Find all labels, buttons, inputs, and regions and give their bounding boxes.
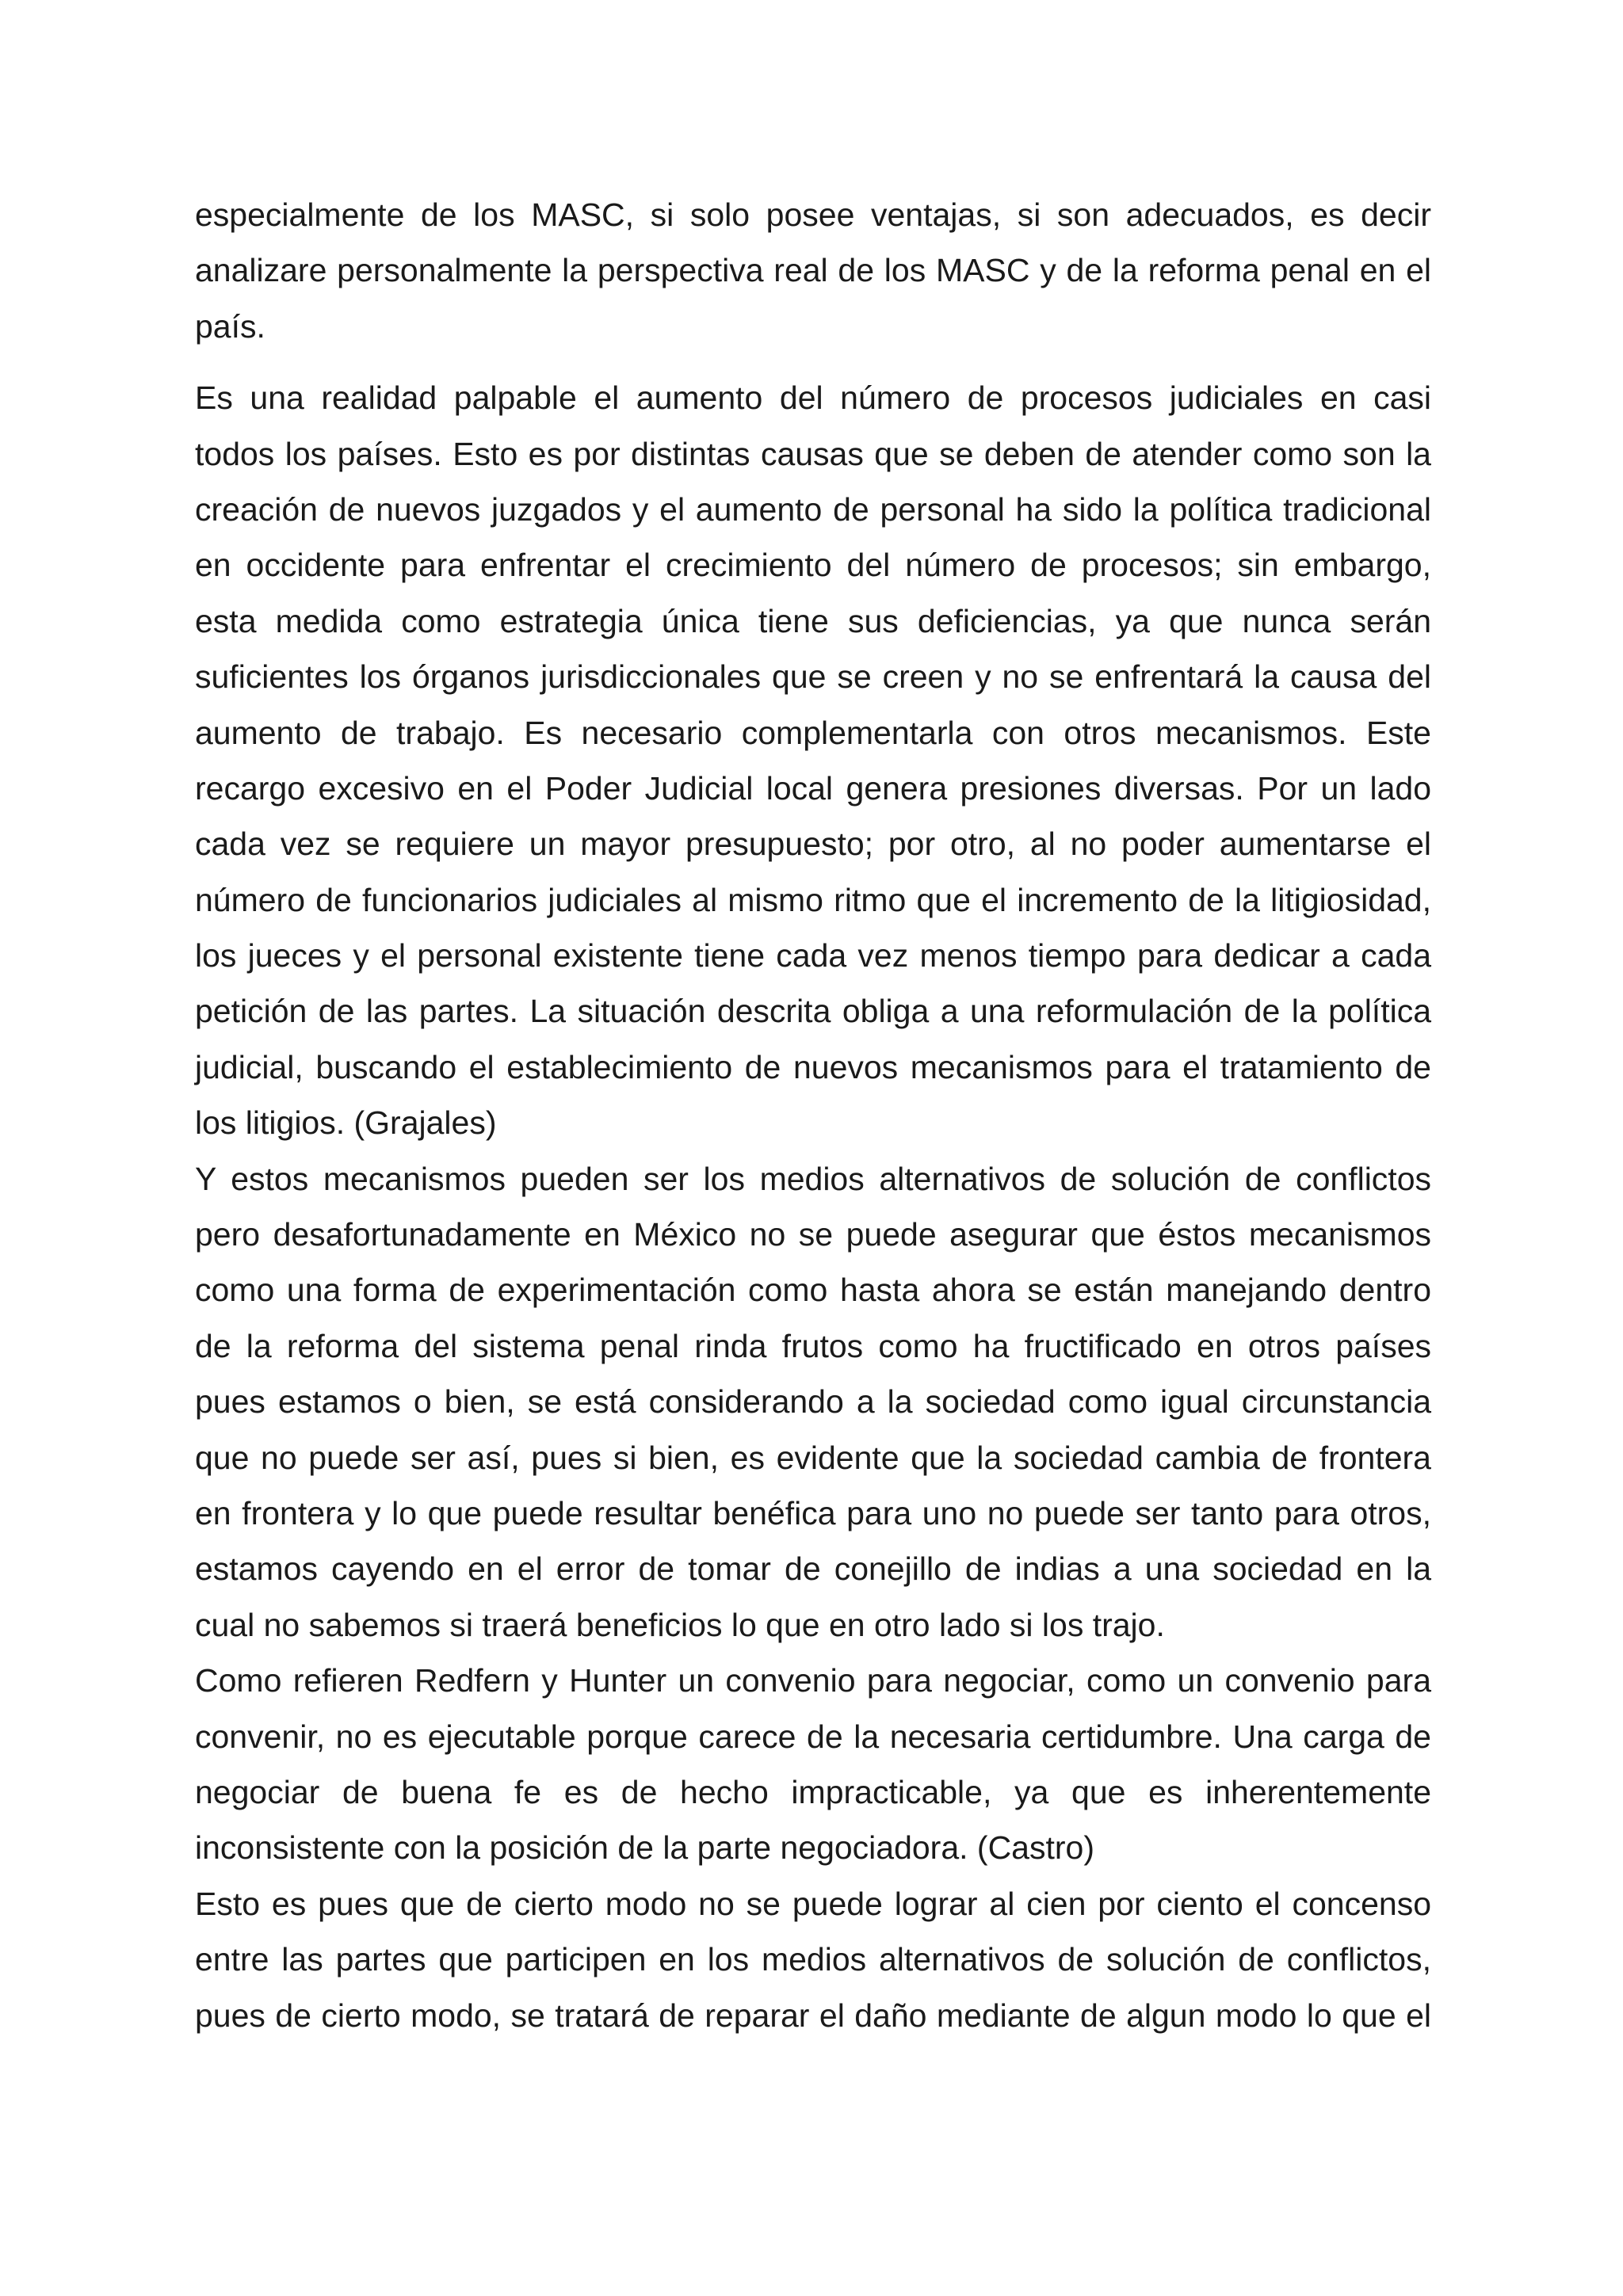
text-line: recargo excesivo en el Poder Judicial local genera presiones diversas. Por un lado <box>195 769 1431 807</box>
paragraph-3 <box>195 1151 1431 1653</box>
text-line: aumento de trabajo. Es necesario complementarla con otros mecanismos. Este <box>195 714 1431 751</box>
text-line: convenir, no es ejecutable porque carece de la necesaria certidumbre. Una carga de <box>195 1718 1431 1755</box>
text-line: pues de cierto modo, se tratará de reparar el daño mediante de algun modo lo que el <box>195 1997 1431 2034</box>
text-line: en frontera y lo que puede resultar benéfica para uno no puede ser tanto para otros, <box>195 1494 1431 1531</box>
text-line: pero desafortunadamente en México no se puede asegurar que éstos mecanismos <box>195 1216 1431 1253</box>
text-line: en occidente para enfrentar el crecimiento del número de procesos; sin embargo, <box>195 547 1431 584</box>
document-body <box>195 187 1431 2043</box>
text-line: los jueces y el personal existente tiene cada vez menos tiempo para dedicar a cada <box>195 937 1431 974</box>
text-line: judicial, buscando el establecimiento de nuevos mecanismos para el tratamiento de <box>195 1048 1431 1085</box>
text-line: entre las partes que participen en los medios alternativos de solución de conflictos, <box>195 1941 1431 1978</box>
text-line: creación de nuevos juzgados y el aumento de personal ha sido la política tradicional <box>195 490 1431 528</box>
text-line: inconsistente con la posición de la parte negociadora. (Castro) <box>195 1829 1094 1867</box>
text-line: estamos cayendo en el error de tomar de conejillo de indias a una sociedad en la <box>195 1550 1431 1588</box>
text-line: petición de las partes. La situación descrita obliga a una reformulación de la política <box>195 993 1431 1030</box>
text-line: especialmente de los MASC, si solo posee ventajas, si son adecuados, es decir <box>195 196 1431 233</box>
paragraph-5 <box>195 1876 1431 2043</box>
text-line: número de funcionarios judiciales al mismo ritmo que el incremento de la litigiosidad, <box>195 881 1431 918</box>
text-line: Como refieren Redfern y Hunter un convenio para negociar, como un convenio para <box>195 1662 1431 1699</box>
paragraph-4 <box>195 1653 1431 1876</box>
text-line: Esto es pues que de cierto modo no se puede lograr al cien por ciento el concenso <box>195 1885 1431 1922</box>
text-line: Y estos mecanismos pueden ser los medios alternativos de solución de conflictos <box>195 1160 1431 1197</box>
text-line: negociar de buena fe es de hecho impracticable, ya que es inherentemente <box>195 1773 1431 1810</box>
text-line: Es una realidad palpable el aumento del número de procesos judiciales en casi <box>195 379 1431 417</box>
text-line: como una forma de experimentación como hasta ahora se están manejando dentro <box>195 1272 1431 1309</box>
text-line: país. <box>195 307 265 345</box>
paragraph-2 <box>195 370 1431 1150</box>
text-line: analizare personalmente la perspectiva real de los MASC y de la reforma penal en el <box>195 252 1431 289</box>
paragraph-spacing <box>195 354 1431 370</box>
text-line: los litigios. (Grajales) <box>195 1104 497 1142</box>
paragraph-1 <box>195 187 1431 354</box>
text-line: todos los países. Esto es por distintas causas que se deben de atender como son la <box>195 435 1431 472</box>
text-line: esta medida como estrategia única tiene sus deficiencias, ya que nunca serán <box>195 602 1431 639</box>
text-line: que no puede ser así, pues si bien, es evidente que la sociedad cambia de frontera <box>195 1439 1431 1476</box>
text-line: de la reforma del sistema penal rinda frutos como ha fructificado en otros países <box>195 1327 1431 1364</box>
text-line: pues estamos o bien, se está considerando a la sociedad como igual circunstancia <box>195 1383 1431 1421</box>
text-line: suficientes los órganos jurisdiccionales que se creen y no se enfrentará la causa del <box>195 658 1431 696</box>
text-line: cada vez se requiere un mayor presupuesto; por otro, al no poder aumentarse el <box>195 826 1431 863</box>
text-line: cual no sabemos si traerá beneficios lo que en otro lado si los trajo. <box>195 1606 1165 1643</box>
